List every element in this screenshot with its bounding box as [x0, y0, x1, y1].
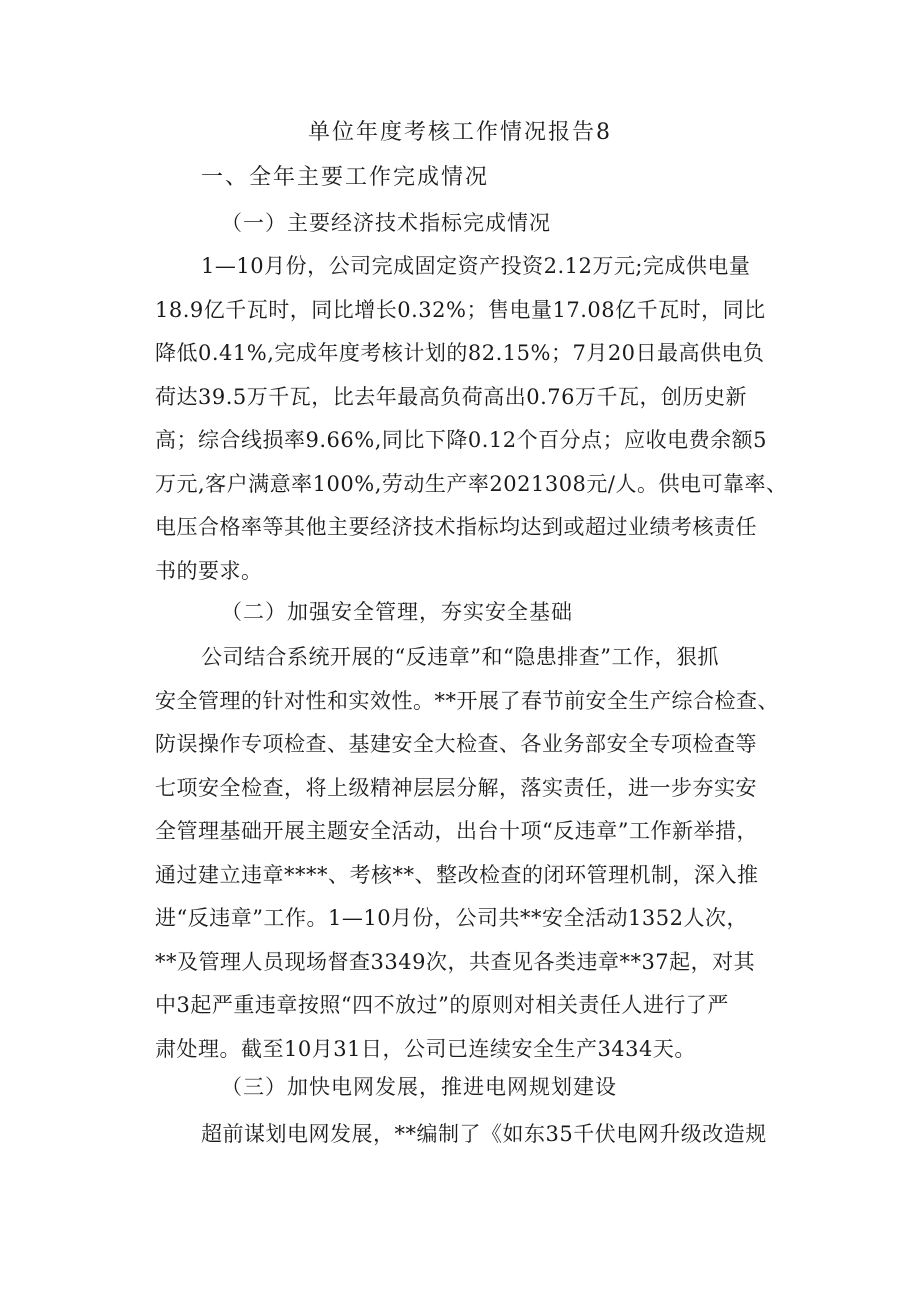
paragraph-line: 高；综合线损率9.66%,同比下降0.12个百分点；应收电费余额5 [155, 428, 768, 452]
paragraph-indicators [155, 245, 788, 593]
paragraph-line: 七项安全检查，将上级精神层层分解，落实责任，进一步夯实安 [155, 775, 757, 800]
paragraph-line: 进“反违章”工作。1—10月份，公司共**安全活动1352人次， [155, 906, 748, 930]
document-title: 单位年度考核工作情况报告8 [308, 120, 612, 145]
subsection-heading-2: （二）加强安全管理，夯实安全基础 [221, 600, 573, 624]
paragraph-line: 18.9亿千瓦时，同比增长0.32%；售电量17.08亿千瓦时，同比 [155, 297, 766, 322]
paragraph-line: 万元,客户满意率100%,劳动生产率2021308元/人。供电可靠率、 [155, 471, 788, 496]
paragraph-line: 书的要求。 [155, 558, 263, 583]
paragraph-line: 公司结合系统开展的“反违章”和“隐患排查”工作，狠抓 [201, 645, 719, 669]
paragraph-line: 降低0.41%,完成年度考核计划的82.15%；7月20日最高供电负 [155, 341, 765, 365]
subsection-heading-1: （一）主要经济技术指标完成情况 [221, 211, 551, 235]
paragraph-grid [155, 1113, 775, 1157]
paragraph-line: 肃处理。截至10月31日，公司已连续安全生产3434天。 [155, 1036, 696, 1061]
paragraph-safety [155, 636, 779, 1071]
subsection-heading-3: （三）加快电网发展，推进电网规划建设 [221, 1075, 617, 1099]
paragraph-line: 安全管理的针对性和实效性。**开展了春节前安全生产综合检查、 [155, 688, 779, 713]
paragraph-line: 1—10月份，公司完成固定资产投资2.12万元;完成供电量 [201, 254, 751, 278]
section-heading-1: 一、全年主要工作完成情况 [201, 165, 490, 190]
paragraph-line: 中3起严重违章按照“四不放过”的原则对相关责任人进行了严 [155, 993, 729, 1017]
paragraph-line: 超前谋划电网发展，**编制了《如东35千伏电网升级改造规 [201, 1122, 767, 1146]
paragraph-line: 通过建立违章****、考核**、整改检查的闭环管理机制，深入推 [155, 862, 759, 887]
paragraph-line: 防误操作专项检查、基建安全大检查、各业务部安全专项检查等 [155, 732, 757, 756]
paragraph-line: **及管理人员现场督查3349次，共查见各类违章**37起，对其 [155, 949, 756, 974]
paragraph-line: 荷达39.5万千瓦，比去年最高负荷高出0.76万千瓦，创历史新 [155, 384, 748, 409]
paragraph-line: 全管理基础开展主题安全活动，出台十项“反违章”工作新举措， [155, 819, 758, 843]
paragraph-line: 电压合格率等其他主要经济技术指标均达到或超过业绩考核责任 [155, 515, 757, 539]
